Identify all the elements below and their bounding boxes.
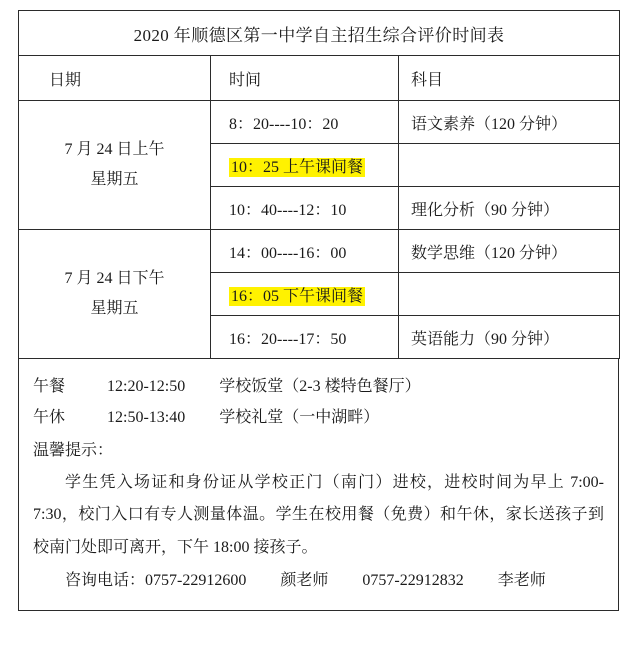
lunch-row — [33, 371, 604, 402]
subject-cell: 数学思维（120 分钟） — [399, 230, 620, 273]
day-label-line1: 7 月 24 日下午 — [64, 269, 165, 287]
lunch-label: 午餐 — [33, 378, 66, 395]
subject-cell-empty — [399, 144, 620, 187]
contact-name-1: 颜老师 — [280, 571, 329, 589]
lunch-time: 12:20-12:50 — [107, 378, 186, 395]
contact-name-2: 李老师 — [497, 571, 546, 589]
rest-label: 午休 — [33, 409, 66, 427]
phone-number-1: 0757-22912600 — [145, 571, 247, 589]
day-label-line2: 星期五 — [90, 300, 139, 317]
table-row — [19, 230, 620, 273]
notes-section — [18, 359, 619, 611]
time-cell: 14：00----16：00 — [211, 230, 399, 273]
day-label-line2: 星期五 — [90, 171, 139, 188]
break-highlight: 10：25 上午课间餐 — [231, 158, 364, 176]
time-cell: 10：40----12：10 — [211, 187, 399, 230]
phone-label: 咨询电话： — [65, 571, 146, 589]
day-label-line1: 7 月 24 日上午 — [64, 140, 165, 158]
break-highlight: 16：05 下午课间餐 — [231, 287, 364, 305]
time-cell-break — [211, 144, 399, 187]
schedule-table — [18, 10, 620, 359]
rest-row — [33, 402, 604, 433]
time-cell-break — [211, 273, 399, 316]
document-title: 2020 年顺德区第一中学自主招生综合评价时间表 — [19, 11, 620, 56]
lunch-place: 学校饭堂（2-3 楼特色餐厅） — [219, 378, 421, 395]
rest-place: 学校礼堂（一中湖畔） — [219, 409, 380, 427]
time-cell: 8：20----10：20 — [211, 101, 399, 144]
subject-cell-empty — [399, 273, 620, 316]
subject-cell: 英语能力（90 分钟） — [399, 316, 620, 359]
rest-time: 12:50-13:40 — [107, 409, 186, 427]
table-row — [19, 101, 620, 144]
phone-number-2: 0757-22912832 — [362, 571, 464, 589]
day-cell-morning — [19, 101, 211, 230]
table-header-row — [19, 56, 620, 101]
column-header-time: 时间 — [211, 56, 399, 101]
tip-body: 学生凭入场证和身份证从学校正门（南门）进校，进校时间为早上 7:00-7:30，校门入口有专人测量体温。学生在校用餐（免费）和午休，家长送孩子到校南门处即可离开，下午 18:00 接孩子。 — [33, 473, 604, 557]
contact-row — [33, 565, 604, 596]
subject-cell: 理化分析（90 分钟） — [399, 187, 620, 230]
time-cell: 16：20----17：50 — [211, 316, 399, 359]
tip-title: 温馨提示： — [33, 442, 114, 460]
column-header-date: 日期 — [19, 56, 211, 101]
column-header-subject: 科目 — [399, 56, 620, 101]
table-title-row — [19, 11, 620, 56]
subject-cell: 语文素养（120 分钟） — [399, 101, 620, 144]
day-cell-afternoon — [19, 230, 211, 359]
